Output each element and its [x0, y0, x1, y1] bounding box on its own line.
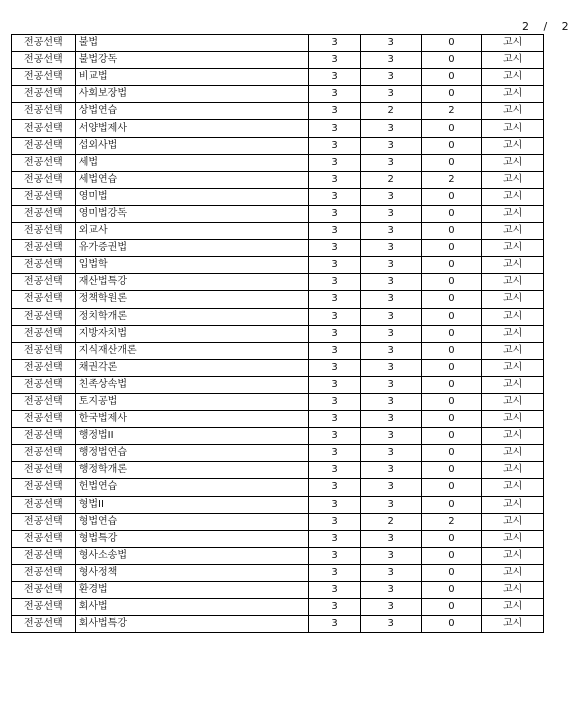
hours-cell: 3: [360, 35, 421, 52]
category-cell: 전공선택: [12, 359, 76, 376]
course-name-cell: 헌법연습: [75, 479, 309, 496]
course-name-cell: 외교사: [75, 223, 309, 240]
table-row: [12, 445, 544, 462]
category-cell: 전공선택: [12, 393, 76, 410]
exam-cell: 고시: [482, 462, 544, 479]
table-row: [12, 69, 544, 86]
hours-cell: 3: [360, 205, 421, 222]
table-row: [12, 188, 544, 205]
credits-cell: 3: [309, 103, 361, 120]
course-name-cell: 세법: [75, 154, 309, 171]
table-row: [12, 513, 544, 530]
practice-cell: 0: [421, 188, 482, 205]
course-name-cell: 불법: [75, 35, 309, 52]
practice-cell: 0: [421, 564, 482, 581]
practice-cell: 0: [421, 428, 482, 445]
table-row: [12, 52, 544, 69]
course-name-cell: 서양법제사: [75, 120, 309, 137]
practice-cell: 0: [421, 291, 482, 308]
course-name-cell: 세법연습: [75, 171, 309, 188]
table-row: [12, 564, 544, 581]
practice-cell: 0: [421, 359, 482, 376]
credits-cell: 3: [309, 342, 361, 359]
credits-cell: 3: [309, 205, 361, 222]
hours-cell: 3: [360, 445, 421, 462]
credits-cell: 3: [309, 291, 361, 308]
course-name-cell: 채권각론: [75, 359, 309, 376]
hours-cell: 3: [360, 342, 421, 359]
credits-cell: 3: [309, 240, 361, 257]
course-name-cell: 형사소송법: [75, 547, 309, 564]
table-row: [12, 376, 544, 393]
category-cell: 전공선택: [12, 376, 76, 393]
practice-cell: 0: [421, 599, 482, 616]
practice-cell: 0: [421, 52, 482, 69]
category-cell: 전공선택: [12, 479, 76, 496]
category-cell: 전공선택: [12, 496, 76, 513]
hours-cell: 3: [360, 616, 421, 633]
hours-cell: 3: [360, 154, 421, 171]
practice-cell: 0: [421, 547, 482, 564]
exam-cell: 고시: [482, 257, 544, 274]
exam-cell: 고시: [482, 171, 544, 188]
course-name-cell: 입법학: [75, 257, 309, 274]
table-row: [12, 240, 544, 257]
category-cell: 전공선택: [12, 342, 76, 359]
table-row: [12, 479, 544, 496]
practice-cell: 0: [421, 582, 482, 599]
credits-cell: 3: [309, 547, 361, 564]
exam-cell: 고시: [482, 52, 544, 69]
exam-cell: 고시: [482, 564, 544, 581]
hours-cell: 3: [360, 308, 421, 325]
exam-cell: 고시: [482, 308, 544, 325]
table-row: [12, 308, 544, 325]
practice-cell: 0: [421, 120, 482, 137]
credits-cell: 3: [309, 120, 361, 137]
course-name-cell: 토지공법: [75, 393, 309, 410]
practice-cell: 0: [421, 411, 482, 428]
course-name-cell: 상법연습: [75, 103, 309, 120]
credits-cell: 3: [309, 188, 361, 205]
table-row: [12, 86, 544, 103]
exam-cell: 고시: [482, 513, 544, 530]
course-name-cell: 지식재산개론: [75, 342, 309, 359]
hours-cell: 3: [360, 393, 421, 410]
hours-cell: 3: [360, 376, 421, 393]
exam-cell: 고시: [482, 582, 544, 599]
course-name-cell: 형법특강: [75, 530, 309, 547]
hours-cell: 3: [360, 496, 421, 513]
category-cell: 전공선택: [12, 69, 76, 86]
practice-cell: 0: [421, 530, 482, 547]
exam-cell: 고시: [482, 188, 544, 205]
category-cell: 전공선택: [12, 564, 76, 581]
course-name-cell: 행정법II: [75, 428, 309, 445]
hours-cell: 3: [360, 411, 421, 428]
table-row: [12, 291, 544, 308]
exam-cell: 고시: [482, 69, 544, 86]
exam-cell: 고시: [482, 411, 544, 428]
course-name-cell: 비교법: [75, 69, 309, 86]
credits-cell: 3: [309, 359, 361, 376]
table-row: [12, 342, 544, 359]
course-name-cell: 재산법특강: [75, 274, 309, 291]
category-cell: 전공선택: [12, 513, 76, 530]
exam-cell: 고시: [482, 530, 544, 547]
course-name-cell: 형법II: [75, 496, 309, 513]
course-name-cell: 형법연습: [75, 513, 309, 530]
credits-cell: 3: [309, 496, 361, 513]
exam-cell: 고시: [482, 35, 544, 52]
exam-cell: 고시: [482, 479, 544, 496]
exam-cell: 고시: [482, 547, 544, 564]
table-row: [12, 359, 544, 376]
hours-cell: 2: [360, 513, 421, 530]
category-cell: 전공선택: [12, 240, 76, 257]
credits-cell: 3: [309, 445, 361, 462]
course-name-cell: 영미법강독: [75, 205, 309, 222]
category-cell: 전공선택: [12, 462, 76, 479]
practice-cell: 0: [421, 462, 482, 479]
category-cell: 전공선택: [12, 547, 76, 564]
table-row: [12, 325, 544, 342]
category-cell: 전공선택: [12, 205, 76, 222]
hours-cell: 3: [360, 582, 421, 599]
hours-cell: 3: [360, 547, 421, 564]
course-name-cell: 행정학개론: [75, 462, 309, 479]
credits-cell: 3: [309, 530, 361, 547]
hours-cell: 2: [360, 171, 421, 188]
table-row: [12, 496, 544, 513]
exam-cell: 고시: [482, 274, 544, 291]
table-row: [12, 171, 544, 188]
hours-cell: 3: [360, 462, 421, 479]
table-row: [12, 274, 544, 291]
table-row: [12, 582, 544, 599]
hours-cell: 3: [360, 188, 421, 205]
category-cell: 전공선택: [12, 86, 76, 103]
category-cell: 전공선택: [12, 530, 76, 547]
category-cell: 전공선택: [12, 445, 76, 462]
credits-cell: 3: [309, 171, 361, 188]
course-name-cell: 형사정책: [75, 564, 309, 581]
hours-cell: 3: [360, 359, 421, 376]
table-row: [12, 616, 544, 633]
category-cell: 전공선택: [12, 274, 76, 291]
table-row: [12, 205, 544, 222]
category-cell: 전공선택: [12, 223, 76, 240]
category-cell: 전공선택: [12, 171, 76, 188]
category-cell: 전공선택: [12, 188, 76, 205]
table-row: [12, 530, 544, 547]
course-name-cell: 정치학개론: [75, 308, 309, 325]
course-name-cell: 회사법특강: [75, 616, 309, 633]
category-cell: 전공선택: [12, 428, 76, 445]
category-cell: 전공선택: [12, 103, 76, 120]
category-cell: 전공선택: [12, 35, 76, 52]
table-row: [12, 428, 544, 445]
credits-cell: 3: [309, 52, 361, 69]
category-cell: 전공선택: [12, 291, 76, 308]
exam-cell: 고시: [482, 393, 544, 410]
credits-cell: 3: [309, 411, 361, 428]
exam-cell: 고시: [482, 359, 544, 376]
category-cell: 전공선택: [12, 137, 76, 154]
table-row: [12, 137, 544, 154]
course-name-cell: 회사법: [75, 599, 309, 616]
practice-cell: 0: [421, 257, 482, 274]
credits-cell: 3: [309, 223, 361, 240]
credits-cell: 3: [309, 599, 361, 616]
practice-cell: 0: [421, 496, 482, 513]
credits-cell: 3: [309, 462, 361, 479]
practice-cell: 0: [421, 376, 482, 393]
table-row: [12, 257, 544, 274]
practice-cell: 0: [421, 342, 482, 359]
hours-cell: 2: [360, 103, 421, 120]
practice-cell: 2: [421, 513, 482, 530]
course-name-cell: 영미법: [75, 188, 309, 205]
course-name-cell: 사회보장법: [75, 86, 309, 103]
exam-cell: 고시: [482, 342, 544, 359]
hours-cell: 3: [360, 223, 421, 240]
credits-cell: 3: [309, 257, 361, 274]
practice-cell: 0: [421, 223, 482, 240]
exam-cell: 고시: [482, 223, 544, 240]
exam-cell: 고시: [482, 428, 544, 445]
exam-cell: 고시: [482, 86, 544, 103]
table-row: [12, 547, 544, 564]
course-table-body: [12, 35, 544, 633]
credits-cell: 3: [309, 376, 361, 393]
exam-cell: 고시: [482, 205, 544, 222]
practice-cell: 0: [421, 445, 482, 462]
credits-cell: 3: [309, 137, 361, 154]
course-name-cell: 환경법: [75, 582, 309, 599]
exam-cell: 고시: [482, 154, 544, 171]
credits-cell: 3: [309, 428, 361, 445]
hours-cell: 3: [360, 240, 421, 257]
exam-cell: 고시: [482, 445, 544, 462]
practice-cell: 2: [421, 103, 482, 120]
table-row: [12, 393, 544, 410]
exam-cell: 고시: [482, 496, 544, 513]
course-table: [11, 34, 544, 633]
category-cell: 전공선택: [12, 411, 76, 428]
credits-cell: 3: [309, 479, 361, 496]
table-row: [12, 35, 544, 52]
credits-cell: 3: [309, 274, 361, 291]
credits-cell: 3: [309, 69, 361, 86]
category-cell: 전공선택: [12, 52, 76, 69]
practice-cell: 0: [421, 616, 482, 633]
course-name-cell: 한국법제사: [75, 411, 309, 428]
course-name-cell: 행정법연습: [75, 445, 309, 462]
exam-cell: 고시: [482, 291, 544, 308]
hours-cell: 3: [360, 564, 421, 581]
hours-cell: 3: [360, 120, 421, 137]
exam-cell: 고시: [482, 616, 544, 633]
exam-cell: 고시: [482, 137, 544, 154]
hours-cell: 3: [360, 479, 421, 496]
practice-cell: 0: [421, 137, 482, 154]
course-name-cell: 지방자치법: [75, 325, 309, 342]
exam-cell: 고시: [482, 599, 544, 616]
credits-cell: 3: [309, 513, 361, 530]
course-name-cell: 불법강독: [75, 52, 309, 69]
credits-cell: 3: [309, 393, 361, 410]
hours-cell: 3: [360, 325, 421, 342]
credits-cell: 3: [309, 325, 361, 342]
exam-cell: 고시: [482, 120, 544, 137]
category-cell: 전공선택: [12, 257, 76, 274]
category-cell: 전공선택: [12, 120, 76, 137]
hours-cell: 3: [360, 69, 421, 86]
practice-cell: 0: [421, 69, 482, 86]
hours-cell: 3: [360, 86, 421, 103]
practice-cell: 0: [421, 154, 482, 171]
practice-cell: 0: [421, 393, 482, 410]
table-row: [12, 120, 544, 137]
table-row: [12, 154, 544, 171]
table-row: [12, 599, 544, 616]
practice-cell: 0: [421, 35, 482, 52]
practice-cell: 0: [421, 479, 482, 496]
practice-cell: 0: [421, 308, 482, 325]
practice-cell: 0: [421, 325, 482, 342]
practice-cell: 0: [421, 86, 482, 103]
practice-cell: 0: [421, 274, 482, 291]
exam-cell: 고시: [482, 240, 544, 257]
hours-cell: 3: [360, 52, 421, 69]
credits-cell: 3: [309, 582, 361, 599]
exam-cell: 고시: [482, 376, 544, 393]
credits-cell: 3: [309, 616, 361, 633]
course-name-cell: 유가증권법: [75, 240, 309, 257]
category-cell: 전공선택: [12, 325, 76, 342]
table-row: [12, 462, 544, 479]
hours-cell: 3: [360, 274, 421, 291]
exam-cell: 고시: [482, 325, 544, 342]
category-cell: 전공선택: [12, 308, 76, 325]
course-name-cell: 섭외사법: [75, 137, 309, 154]
credits-cell: 3: [309, 308, 361, 325]
practice-cell: 2: [421, 171, 482, 188]
credits-cell: 3: [309, 35, 361, 52]
table-row: [12, 103, 544, 120]
hours-cell: 3: [360, 428, 421, 445]
hours-cell: 3: [360, 137, 421, 154]
credits-cell: 3: [309, 86, 361, 103]
credits-cell: 3: [309, 154, 361, 171]
category-cell: 전공선택: [12, 154, 76, 171]
course-name-cell: 친족상속법: [75, 376, 309, 393]
credits-cell: 3: [309, 564, 361, 581]
category-cell: 전공선택: [12, 616, 76, 633]
practice-cell: 0: [421, 205, 482, 222]
page-number: 2 / 2: [522, 20, 570, 33]
hours-cell: 3: [360, 257, 421, 274]
hours-cell: 3: [360, 530, 421, 547]
practice-cell: 0: [421, 240, 482, 257]
category-cell: 전공선택: [12, 599, 76, 616]
table-row: [12, 223, 544, 240]
hours-cell: 3: [360, 599, 421, 616]
table-row: [12, 411, 544, 428]
category-cell: 전공선택: [12, 582, 76, 599]
exam-cell: 고시: [482, 103, 544, 120]
hours-cell: 3: [360, 291, 421, 308]
course-name-cell: 정책학원론: [75, 291, 309, 308]
